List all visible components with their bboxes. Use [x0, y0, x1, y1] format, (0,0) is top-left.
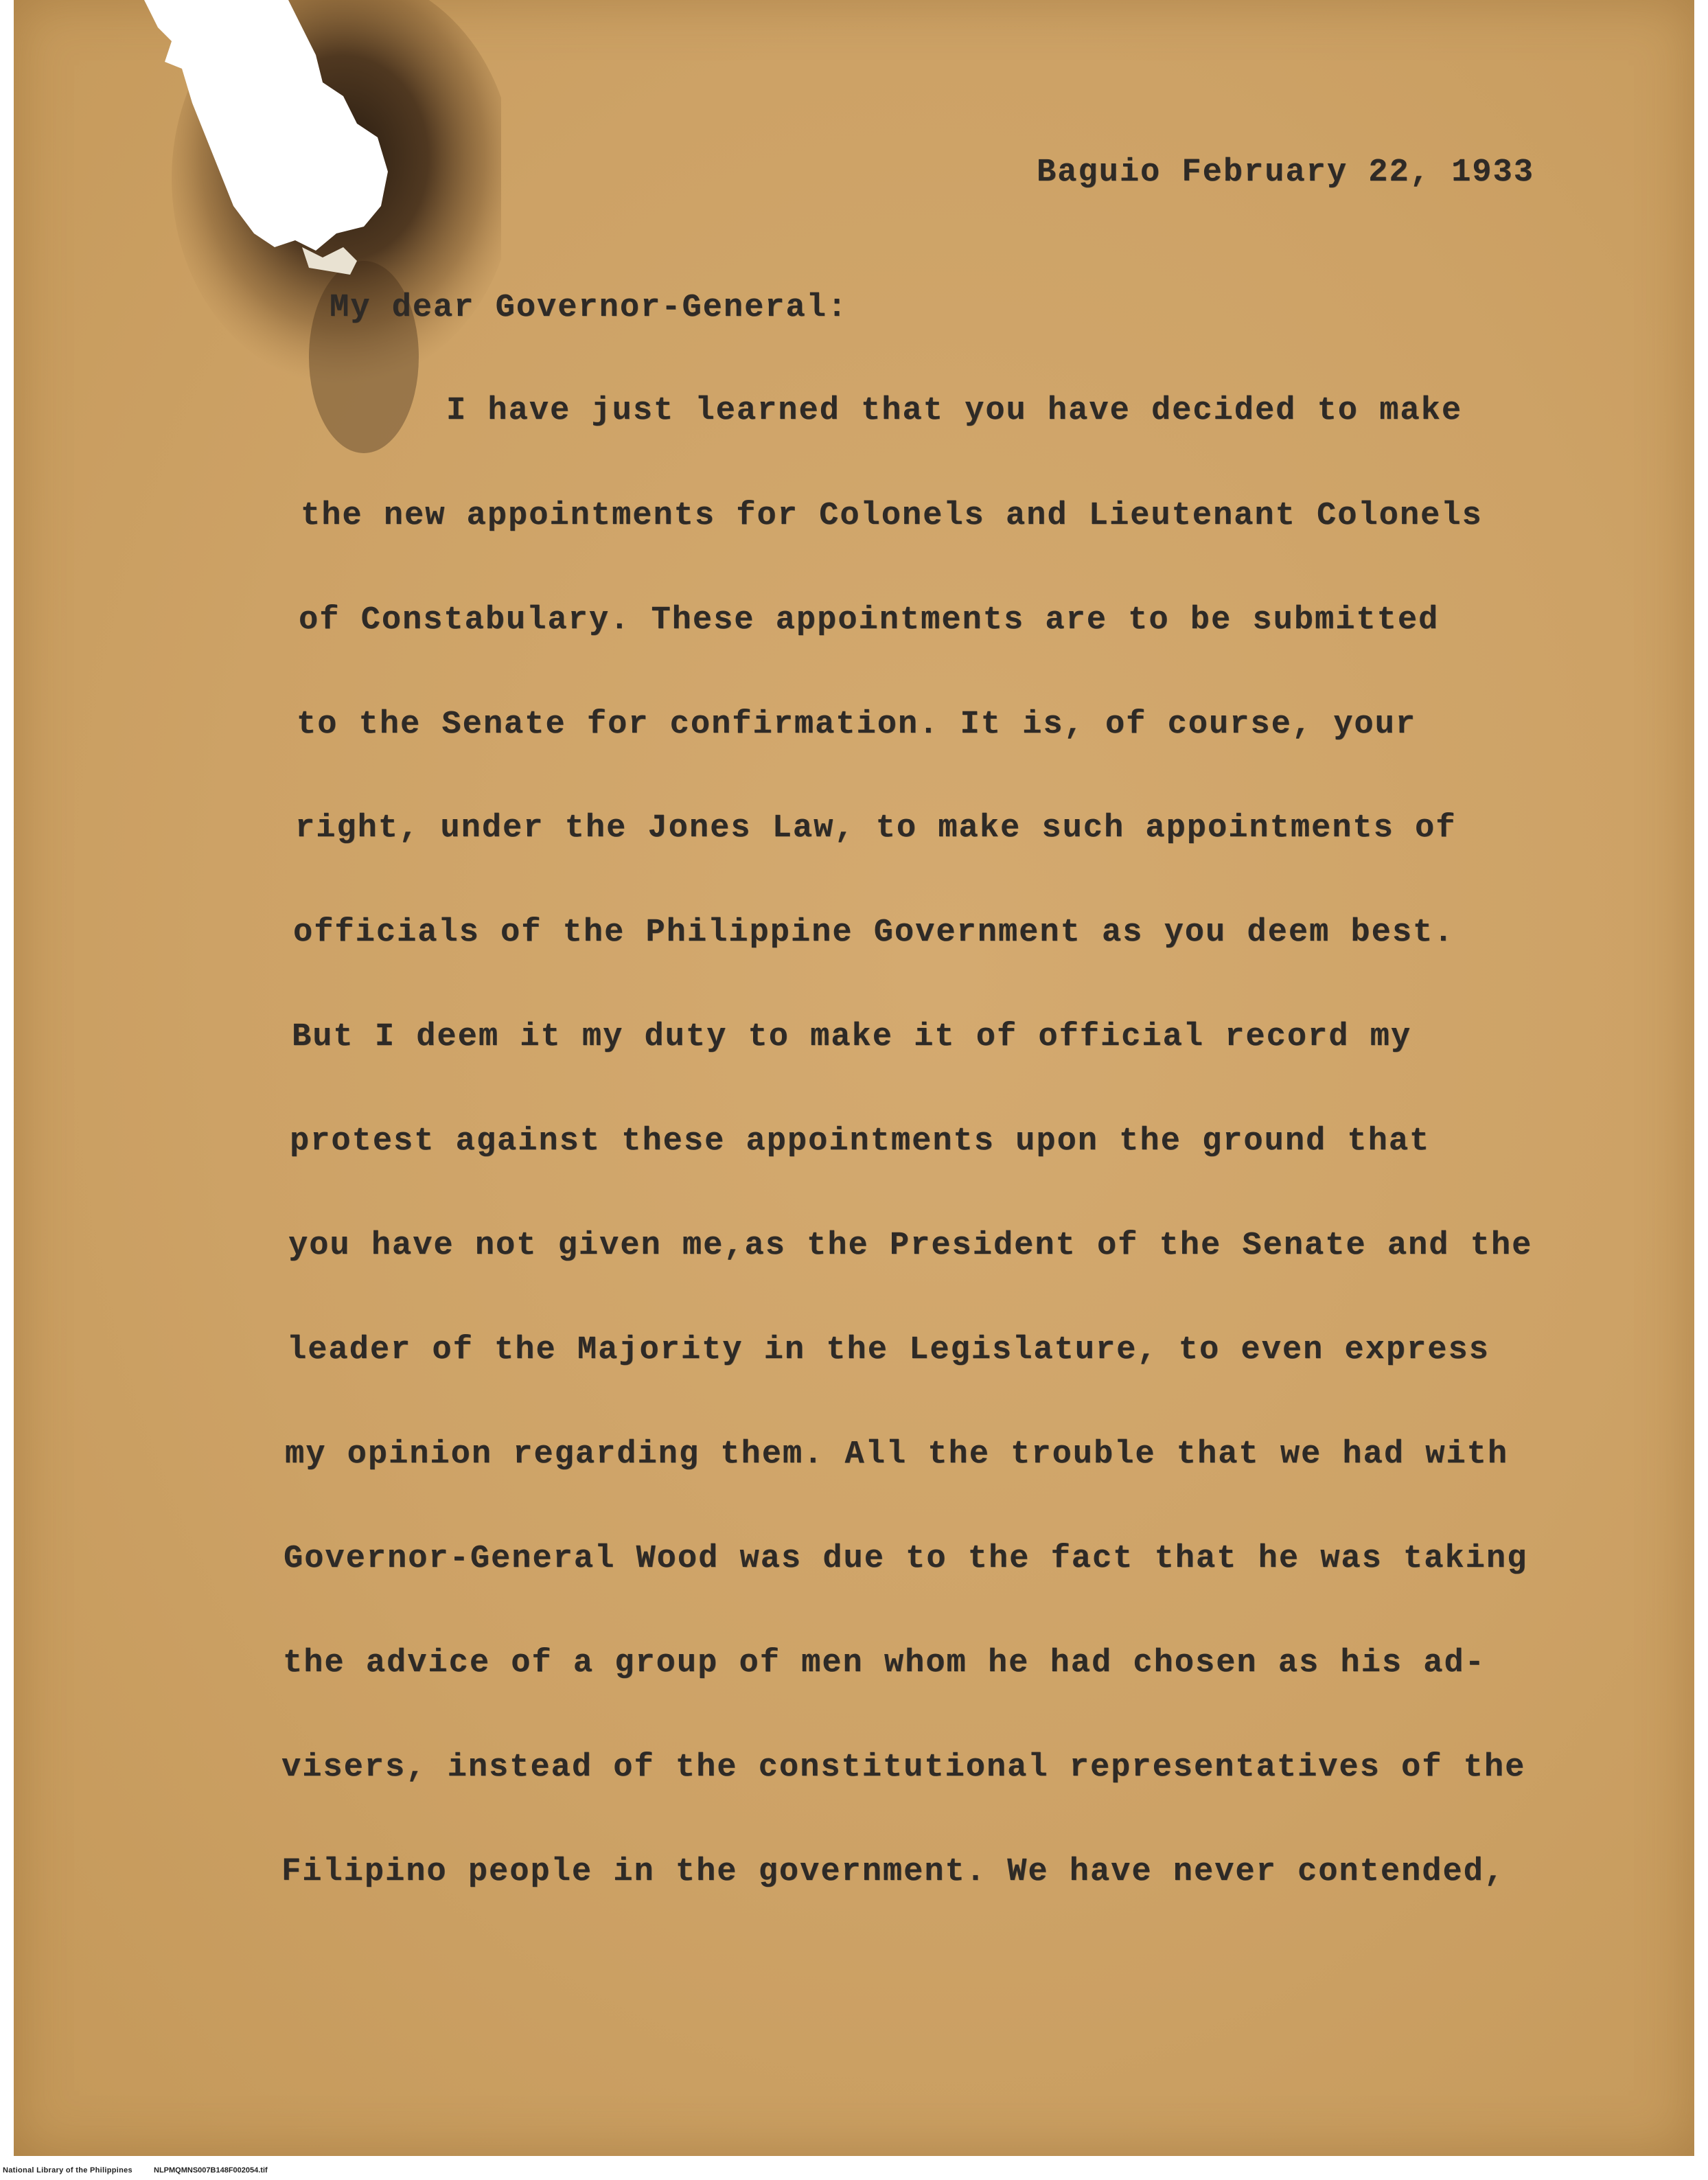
letter-line-8: protest against these appointments upon the ground that [290, 1123, 1431, 1160]
letter-line-6: officials of the Philippine Government as you deem best. [293, 915, 1455, 951]
burn-hole-damage [117, 0, 501, 494]
letter-line-5: right, under the Jones Law, to make such appointments of [295, 810, 1457, 847]
letter-line-15: Filipino people in the government. We have never contended, [281, 1854, 1505, 1890]
letter-line-1: I have just learned that you have decided to make [446, 393, 1463, 429]
letter-line-9: you have not given me,as the President of the Senate and the [288, 1228, 1533, 1264]
letter-line-14: visers, instead of the constitutional representatives of the [281, 1749, 1526, 1786]
letter-line-11: my opinion regarding them. All the trouble that we had with [285, 1436, 1509, 1473]
letter-line-7: But I deem it my duty to make it of official record my [292, 1019, 1412, 1055]
letter-page [14, 0, 1694, 2156]
footer-file-code: NLPMQMNS007B148F002054.tif [154, 2166, 268, 2175]
letter-line-4: to the Senate for confirmation. It is, of course, your [297, 707, 1417, 743]
letter-line-3: of Constabulary. These appointments are to be submitted [299, 602, 1440, 639]
letter-line-13: the advice of a group of men whom he had chosen as his ad- [283, 1645, 1486, 1682]
letter-line-12: Governor-General Wood was due to the fact that he was taking [284, 1541, 1528, 1577]
letter-line-10: leader of the Majority in the Legislature, to even express [287, 1332, 1490, 1368]
footer-institution: National Library of the Philippines [3, 2166, 132, 2175]
letter-salutation: My dear Governor-General: [330, 290, 849, 326]
letter-line-2: the new appointments for Colonels and Lieutenant Colonels [301, 498, 1483, 534]
letter-date: Baguio February 22, 1933 [1037, 154, 1534, 191]
